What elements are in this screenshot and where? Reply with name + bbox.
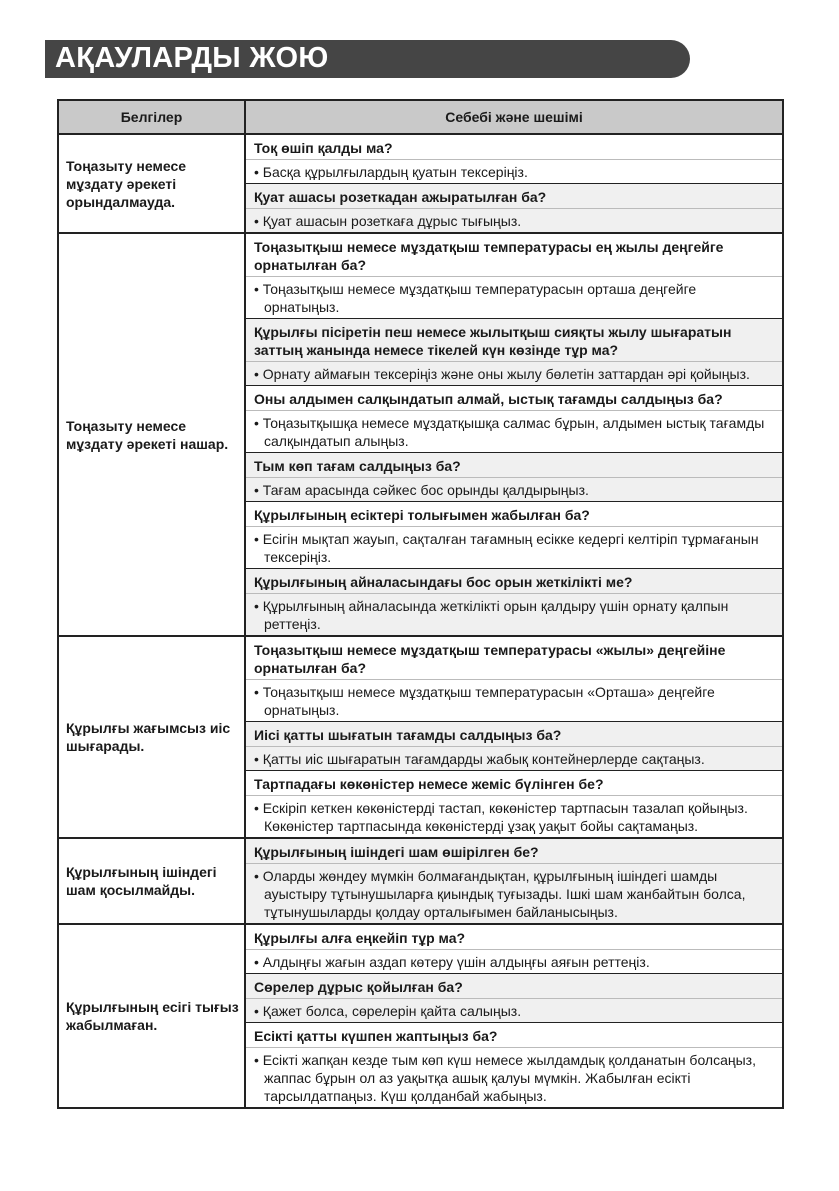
solution-text: • Тоңазытқышқа немесе мұздатқышқа салмас бұрын, алдымен ыстық тағамды салқындатып алыңыз. [254, 415, 769, 449]
cause-question: Тартпадағы көкөністер немесе жеміс бүлінген бе? [246, 771, 782, 796]
page-title: АҚАУЛАРДЫ ЖОЮ [55, 42, 329, 74]
solution-text: • Құрылғының айналасында жеткілікті орын қалдыру үшін орнату қалпын реттеңіз. [254, 598, 733, 632]
solution-text: • Қуат ашасын розеткаға дұрыс тығыңыз. [254, 213, 522, 229]
solution-item [246, 925, 782, 973]
solution-text: • Ескіріп кеткен көкөністерді тастап, көкөністер тартпасын тазалап қойыңыз. Көкөністер тартпасында көкөністерді ұзақ уақыт бойы сақтамаңыз. [254, 800, 752, 834]
symptom-cell: Тоңазыту немесе мұздату әрекеті орындалмауда. [58, 134, 245, 233]
cause-question: Тым көп тағам салдыңыз ба? [246, 453, 782, 478]
header-symptoms: Белгілер [58, 100, 245, 134]
table-row [58, 134, 783, 233]
solution-cell [245, 134, 783, 233]
table-row [58, 636, 783, 838]
solution-text: • Орнату аймағын тексеріңіз және оны жылу бөлетін заттардан әрі қойыңыз. [254, 366, 750, 382]
page-title-bar [45, 40, 690, 78]
solution-text: • Алдыңғы жағын аздап көтеру үшін алдыңғы аяғын реттеңіз. [254, 954, 650, 970]
solution-text: • Тоңазытқыш немесе мұздатқыш температурасын «Орташа» деңгейге орнатыңыз. [254, 684, 719, 718]
cause-question: Сөрелер дұрыс қойылған ба? [246, 974, 782, 999]
solution-item [246, 973, 782, 1022]
symptom-cell: Құрылғының есігі тығыз жабылмаған. [58, 924, 245, 1108]
symptom-cell: Құрылғының ішіндегі шам қосылмайды. [58, 838, 245, 924]
solution-text: • Тағам арасында сәйкес бос орынды қалдырыңыз. [254, 482, 589, 498]
cause-question: Құрылғының ішіндегі шам өшірілген бе? [246, 839, 782, 864]
solution-item [246, 135, 782, 183]
solution-text: • Басқа құрылғылардың қуатын тексеріңіз. [254, 164, 528, 180]
solution-text: • Тоңазытқыш немесе мұздатқыш температурасын орташа деңгейге орнатыңыз. [254, 281, 701, 315]
solution-item [246, 452, 782, 501]
solution-item [246, 318, 782, 385]
cause-question: Оны алдымен салқындатып алмай, ыстық тағамды салдыңыз ба? [246, 386, 782, 411]
solution-cell [245, 838, 828, 924]
solution-item [246, 183, 782, 232]
solution-item [246, 839, 828, 923]
cause-question: Құрылғы алға еңкейіп тұр ма? [246, 925, 782, 950]
cause-question: Құрылғы пісіретін пеш немесе жылытқыш сияқты жылу шығаратын заттың жанында немесе тікелей күн көзінде тұр ма? [246, 319, 782, 362]
cause-question: Тоқ өшіп қалды ма? [246, 135, 782, 160]
table-row [58, 838, 783, 924]
solution-item [246, 770, 782, 837]
solution-cell [245, 636, 783, 838]
cause-question: Тоңазытқыш немесе мұздатқыш температурасы «жылы» деңгейіне орнатылған ба? [246, 637, 782, 680]
solution-item [246, 1022, 782, 1107]
solution-text: • Қажет болса, сөрелерін қайта салыңыз. [254, 1003, 522, 1019]
solution-cell [245, 233, 783, 636]
solution-item [246, 234, 782, 318]
solution-item [246, 637, 782, 721]
solution-item [246, 501, 782, 568]
solution-text: • Қатты иіс шығаратын тағамдарды жабық контейнерлерде сақтаңыз. [254, 751, 705, 767]
solution-item [246, 568, 782, 635]
cause-question: Құрылғының айналасындағы бос орын жеткілікті ме? [246, 569, 782, 594]
cause-question: Есікті қатты күшпен жаптыңыз ба? [246, 1023, 782, 1048]
cause-question: Иісі қатты шығатын тағамды салдыңыз ба? [246, 722, 782, 747]
solution-item [246, 385, 782, 452]
table-row [58, 924, 783, 1108]
cause-question: Тоңазытқыш немесе мұздатқыш температурасы ең жылы деңгейге орнатылған ба? [246, 234, 782, 277]
table-row [58, 233, 783, 636]
cause-question: Қуат ашасы розеткадан ажыратылған ба? [246, 184, 782, 209]
symptom-cell: Құрылғы жағымсыз иіс шығарады. [58, 636, 245, 838]
solution-text: • Есігін мықтап жауып, сақталған тағамның есікке кедергі келтіріп тұрмағанын тексеріңіз. [254, 531, 763, 565]
solution-item [246, 721, 782, 770]
solution-text: • Оларды жөндеу мүмкін болмағандықтан, құрылғының ішіндегі шамды ауыстыру тұтынушыларға қиындық туғызады. Ішкі шам жанбайтын болса, тұтынушыларды қолдау орталығымен байланысыңыз. [254, 868, 828, 920]
solution-text: • Есікті жапқан кезде тым көп күш немесе жылдамдық қолданатын болсаңыз, жаппас бұрын ол аз уақытқа ашық қалуы мүмкін. Жабылған есікті тарсылдатпаңыз. Күш қолданбай жабыңыз. [254, 1052, 760, 1104]
solution-cell [245, 924, 783, 1108]
cause-question: Құрылғының есіктері толығымен жабылған ба? [246, 502, 782, 527]
table-header-row [58, 100, 783, 134]
header-cause-solution: Себебі және шешімі [245, 100, 783, 134]
troubleshooting-table [57, 99, 828, 1109]
symptom-cell: Тоңазыту немесе мұздату әрекеті нашар. [58, 233, 245, 636]
